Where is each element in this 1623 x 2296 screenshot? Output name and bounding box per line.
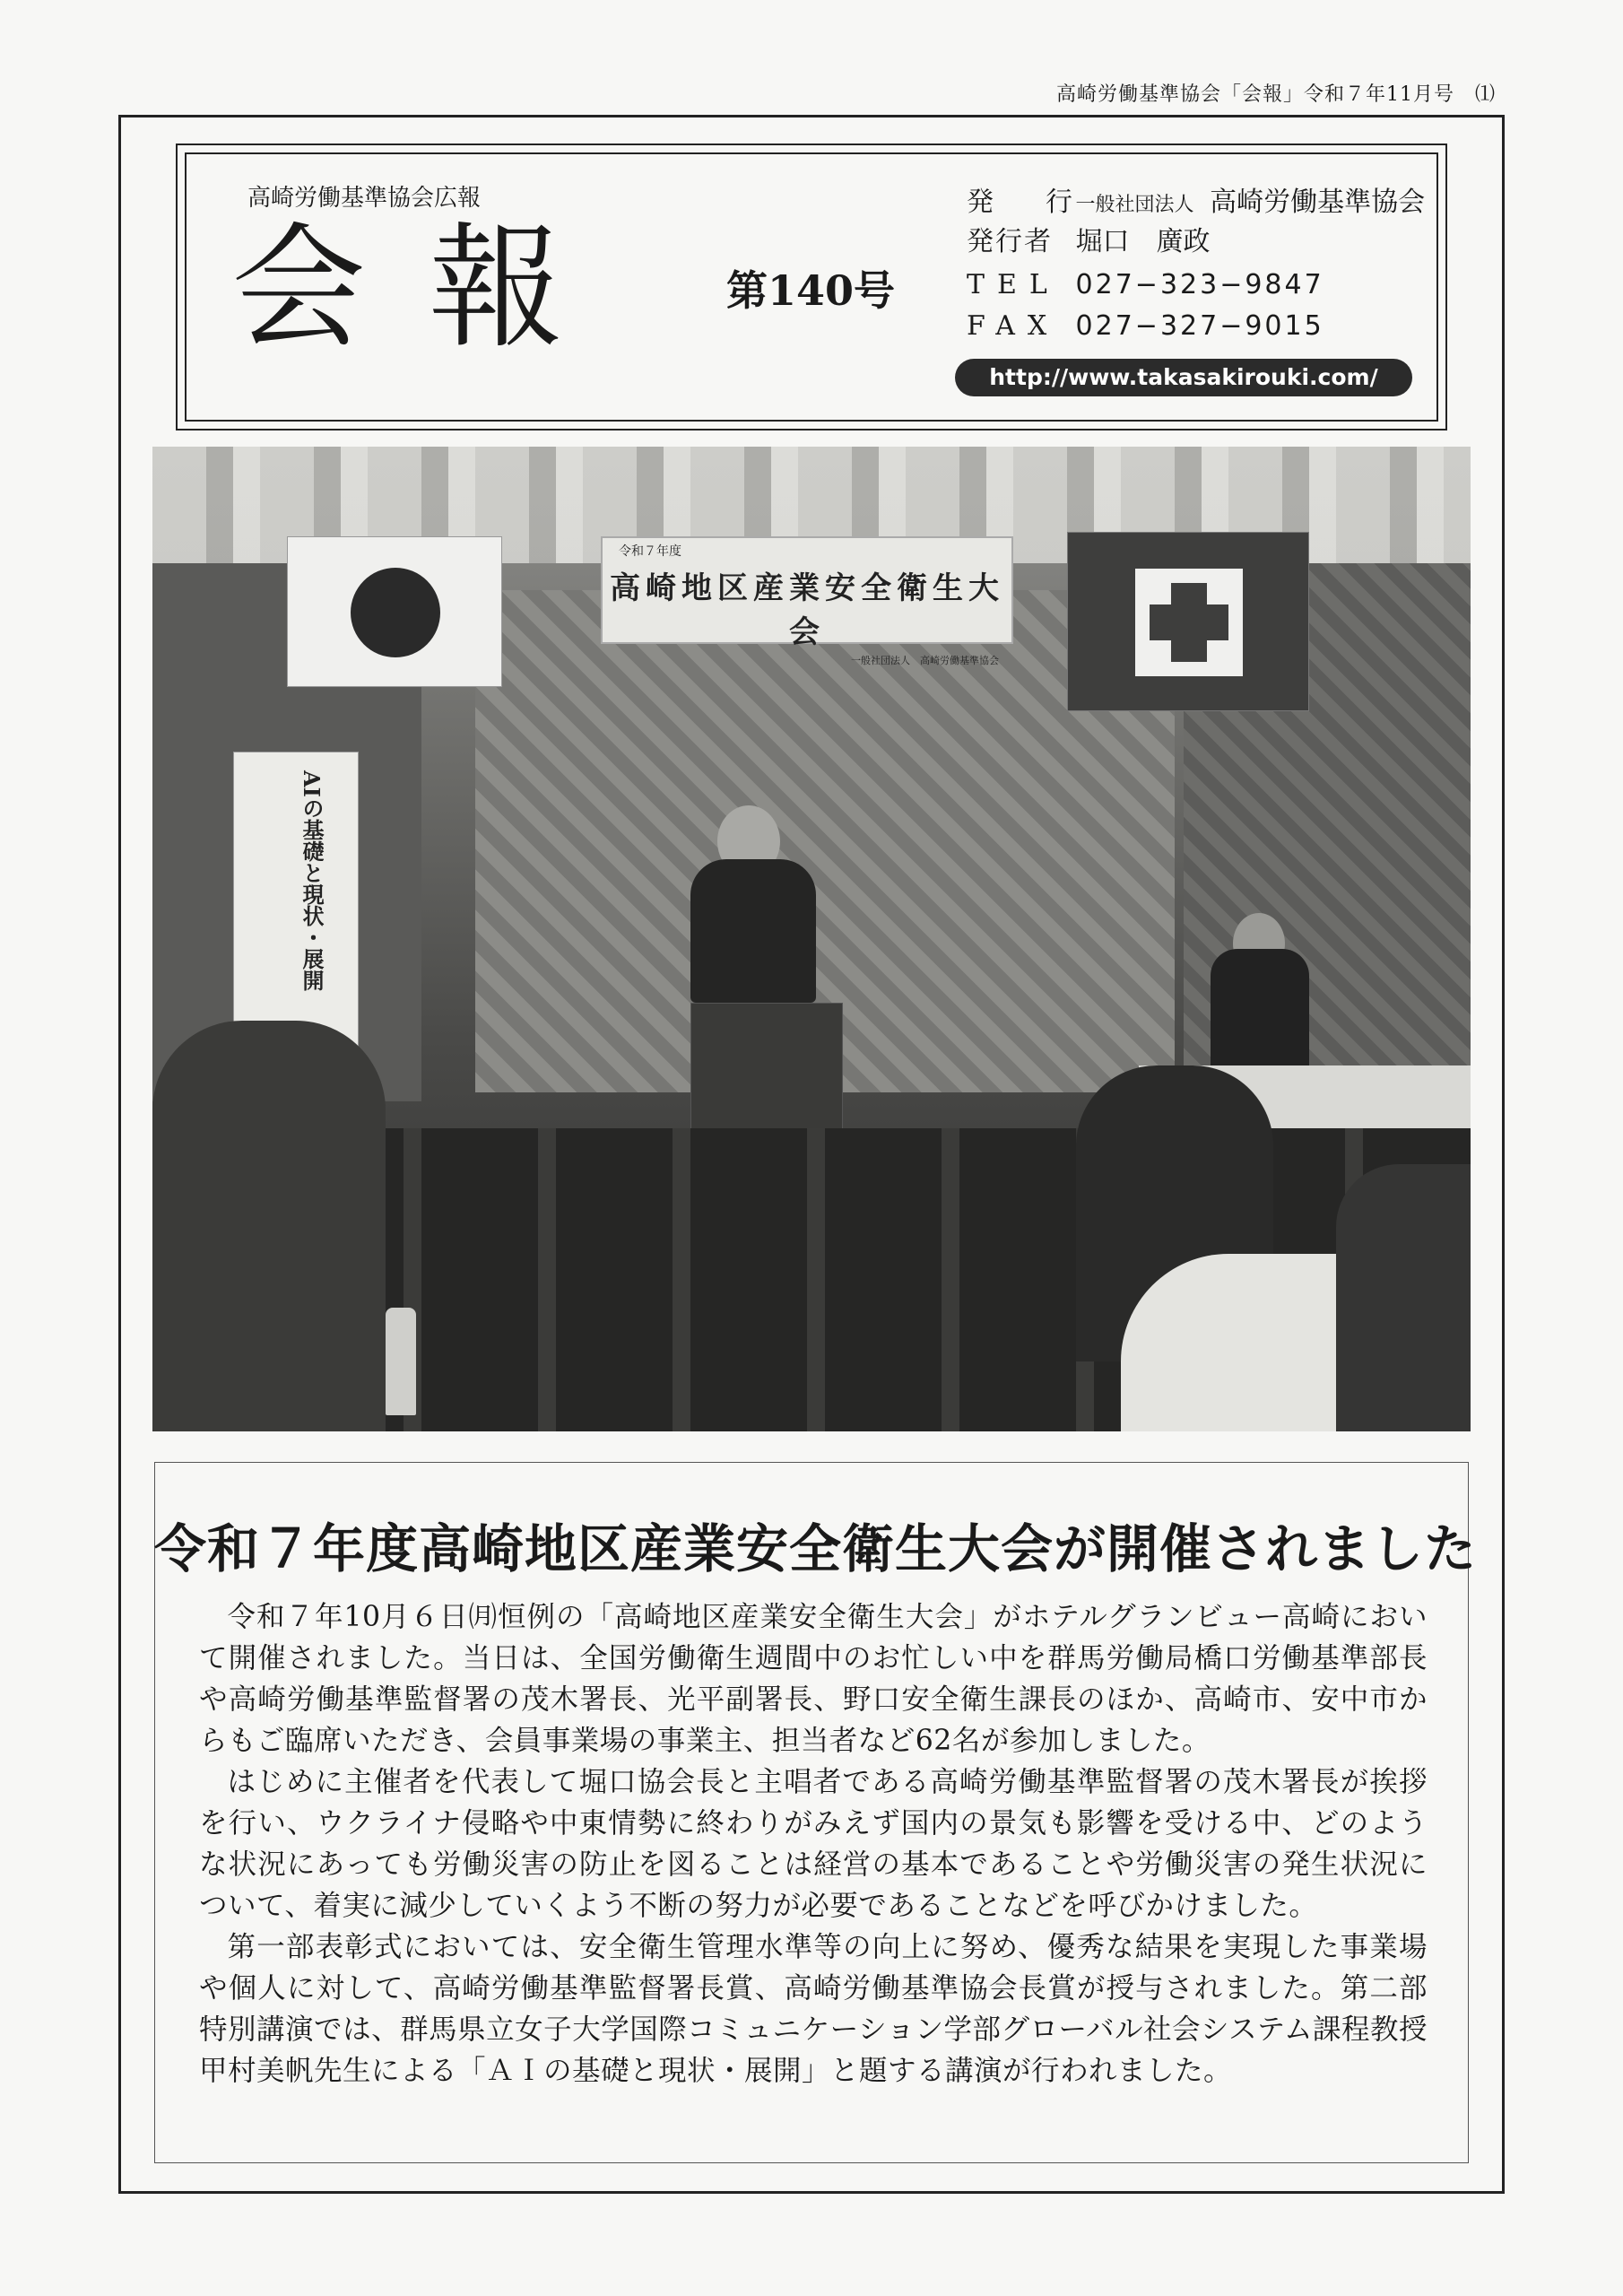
lecture-sign-text: AIの基礎と現状・展開 <box>299 770 325 991</box>
audience-member <box>1336 1164 1471 1431</box>
article-body <box>199 1596 1428 2092</box>
tel-number: 027−323−9847 <box>1075 269 1324 300</box>
japan-flag <box>287 536 502 687</box>
fax-number: 027−327−9015 <box>1075 310 1324 342</box>
speaker <box>690 859 816 1003</box>
issue-number: 第140号 <box>726 266 896 315</box>
publisher-name: 高崎労働基準協会 <box>1210 187 1426 218</box>
safety-flag <box>1067 532 1309 711</box>
issuer-name: 堀口 廣政 <box>1075 226 1211 257</box>
masthead-subtitle: 高崎労働基準協会広報 <box>247 185 482 212</box>
masthead-title: 会報 <box>231 211 627 367</box>
banner-title: 高崎地区産業安全衛生大会 <box>610 570 1004 650</box>
flag-sun <box>351 568 440 657</box>
audience-member <box>152 1021 386 1431</box>
publisher-row <box>967 185 1425 223</box>
publisher-type: 一般社団法人 <box>1075 194 1194 216</box>
article-paragraph: はじめに主催者を代表して堀口協会長と主唱者である高崎労働基準監督署の茂木署長が挨拶を行い、ウクライナ侵略や中東情勢に終わりがみえず国内の景気も影響を受ける中、どのような状況にあっても労働災害の防止を図ることは経営の基本であることや労働災害の発生状況について、着実に減少していくよう不断の努力が必要であることなどを呼びかけました。 <box>199 1766 1428 1922</box>
event-banner <box>601 536 1013 666</box>
seated-official <box>1211 949 1309 1074</box>
tel-row <box>967 267 1324 303</box>
fax-label: FAX <box>967 310 1060 342</box>
water-bottle <box>386 1308 416 1415</box>
article-title: 令和７年度高崎地区産業安全衛生大会が開催されました <box>154 1518 1478 1579</box>
banner-year: 令和７年度 <box>619 544 681 559</box>
website-url[interactable]: http://www.takasakirouki.com/ <box>955 359 1412 396</box>
article-paragraph: 令和７年10月６日㈪恒例の「高崎地区産業安全衛生大会」がホテルグランビュー高崎において開催されました。当日は、全国労働衛生週間中のお忙しい中を群馬労働局橋口労働基準部長や高崎労働基準監督署の茂木署長、光平副署長、野口安全衛生課長のほか、高崎市、安中市からもご臨席いただき、会員事業場の事業主、担当者など62名が参加しました。 <box>199 1601 1428 1757</box>
event-photo <box>152 447 1471 1431</box>
tel-label: TEL <box>967 269 1060 300</box>
issuer-row <box>967 224 1211 260</box>
fax-row <box>967 309 1324 344</box>
safety-cross-horizontal <box>1150 604 1228 640</box>
article-paragraph: 第一部表彰式においては、安全衛生管理水準等の向上に努め、優秀な結果を実現した事業場や個人に対して、高崎労働基準監督署長賞、高崎労働基準協会長賞が授与されました。第二部特別講演では、群馬県立女子大学国際コミュニケーション学部グローバル社会システム課程教授甲村美帆先生による「ＡＩの基礎と現状・展開」と題する講演が行われました。 <box>199 1931 1428 2087</box>
publisher-label: 発 行 <box>967 187 1085 218</box>
issuer-label: 発行者 <box>967 226 1053 257</box>
banner-organizer: 一般社団法人 高崎労働基準協会 <box>851 655 999 666</box>
running-head: 高崎労働基準協会「会報」令和７年11月号 ⑴ <box>1056 83 1496 106</box>
